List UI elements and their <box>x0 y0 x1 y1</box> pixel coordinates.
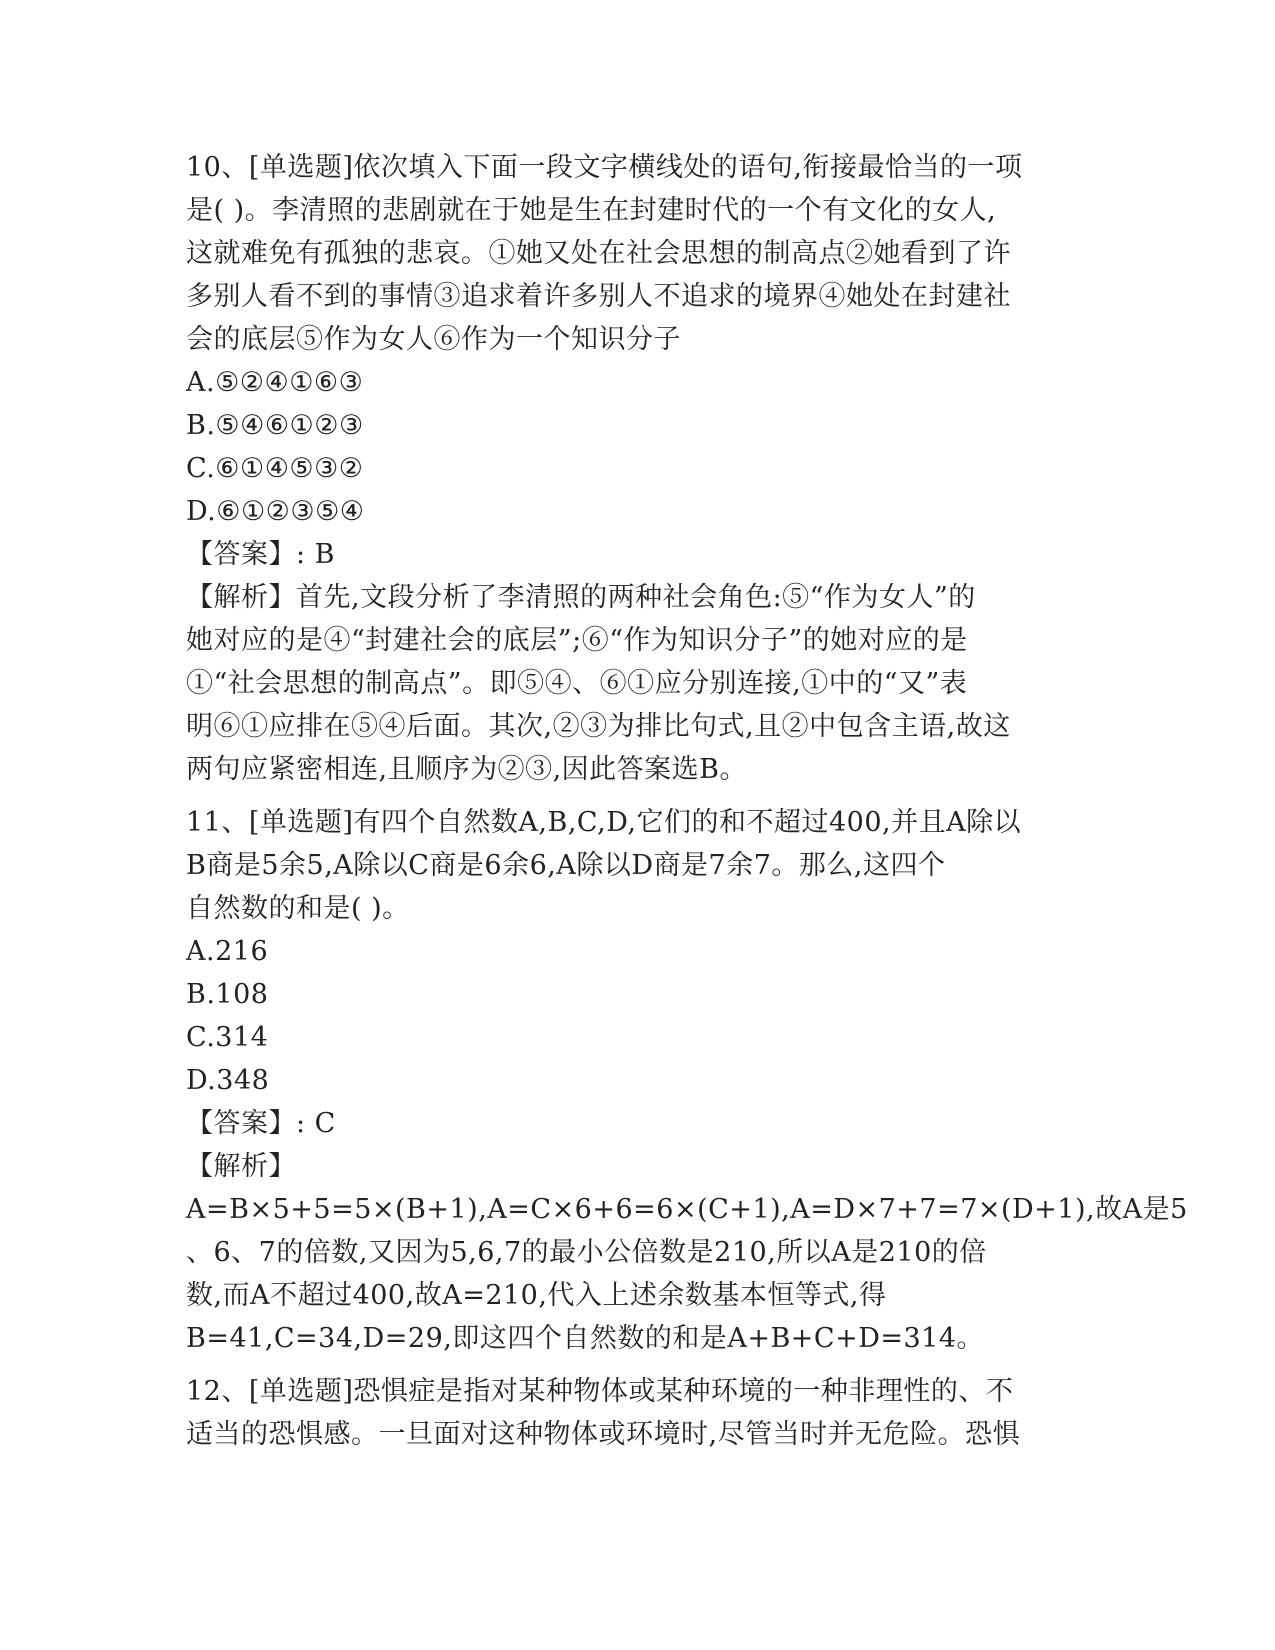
question-12 <box>186 1370 1086 1456</box>
question-10 <box>186 146 1086 791</box>
question-11-option-a: A.216 <box>186 936 269 967</box>
question-11-option-d: D.348 <box>186 1065 270 1096</box>
question-10-stem-line: 10、[单选题]依次填入下面一段文字横线处的语句,衔接最恰当的一项 <box>186 152 1023 183</box>
question-10-option-c: C.⑥①④⑤③② <box>186 453 364 484</box>
question-11-analysis-line: 数,而A不超过400,故A=210,代入上述余数基本恒等式,得 <box>186 1280 887 1311</box>
question-11-analysis-line: B=41,C=34,D=29,即这四个自然数的和是A+B+C+D=314。 <box>186 1323 985 1354</box>
question-10-stem-line: 这就难免有孤独的悲哀。①她又处在社会思想的制高点②她看到了许 <box>186 238 1011 269</box>
question-11-stem-line: 自然数的和是( )。 <box>186 893 410 924</box>
question-11-stem-line: B商是5余5,A除以C商是6余6,A除以D商是7余7。那么,这四个 <box>186 850 946 881</box>
question-11-answer: 【答案】: C <box>186 1108 336 1139</box>
question-11-analysis-line: 、6、7的倍数,又因为5,6,7的最小公倍数是210,所以A是210的倍 <box>186 1237 987 1268</box>
question-10-analysis-line: 【解析】首先,文段分析了李清照的两种社会角色:⑤“作为女人”的 <box>186 582 976 613</box>
question-12-stem-line: 12、[单选题]恐惧症是指对某种物体或某种环境的一种非理性的、不 <box>186 1376 1014 1407</box>
question-12-stem-line: 适当的恐惧感。一旦面对这种物体或环境时,尽管当时并无危险。恐惧 <box>186 1419 1021 1450</box>
question-11-analysis-line: A=B×5+5=5×(B+1),A=C×6+6=6×(C+1),A=D×7+7=7×(D+1),故A是5 <box>186 1194 1188 1225</box>
question-11-option-c: C.314 <box>186 1022 269 1053</box>
question-10-option-a: A.⑤②④①⑥③ <box>186 367 364 398</box>
question-10-stem-line: 多别人看不到的事情③追求着许多别人不追求的境界④她处在封建社 <box>186 281 1011 312</box>
question-10-option-b: B.⑤④⑥①②③ <box>186 410 364 441</box>
question-11 <box>186 801 1188 1360</box>
question-10-option-d: D.⑥①②③⑤④ <box>186 496 365 527</box>
question-10-stem-line: 会的底层⑤作为女人⑥作为一个知识分子 <box>186 324 681 355</box>
question-10-analysis-line: ①“社会思想的制高点”。即⑤④、⑥①应分别连接,①中的“又”表 <box>186 668 968 699</box>
question-11-option-b: B.108 <box>186 979 269 1010</box>
question-11-analysis-line: 【解析】 <box>186 1151 296 1182</box>
question-10-analysis-line: 她对应的是④“封建社会的底层”;⑥“作为知识分子”的她对应的是 <box>186 625 968 656</box>
question-10-analysis-line: 两句应紧密相连,且顺序为②③,因此答案选B。 <box>186 754 748 785</box>
question-10-answer: 【答案】: B <box>186 539 336 570</box>
document-page <box>186 146 1188 1456</box>
question-11-stem-line: 11、[单选题]有四个自然数A,B,C,D,它们的和不超过400,并且A除以 <box>186 807 1022 838</box>
question-10-stem-line: 是( )。李清照的悲剧就在于她是生在封建时代的一个有文化的女人, <box>186 195 997 226</box>
question-10-analysis-line: 明⑥①应排在⑤④后面。其次,②③为排比句式,且②中包含主语,故这 <box>186 711 1011 742</box>
